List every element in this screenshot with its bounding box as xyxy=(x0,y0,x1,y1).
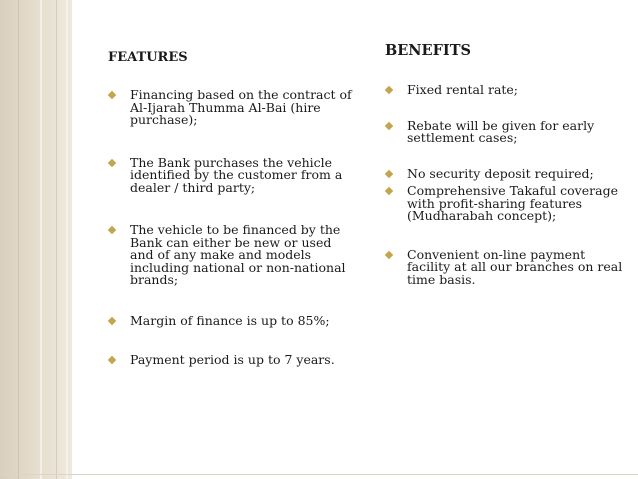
list-item xyxy=(385,117,625,145)
features-heading: FEATURES xyxy=(108,50,188,65)
band-stripe xyxy=(40,0,42,479)
diamond-bullet-icon xyxy=(108,356,116,364)
diamond-bullet-icon xyxy=(108,91,116,99)
diamond-bullet-icon xyxy=(108,158,116,166)
benefit-text: Rebate will be given for early settlement cases; xyxy=(407,117,595,145)
diamond-bullet-icon xyxy=(108,226,116,234)
list-item xyxy=(108,312,358,328)
feature-text: Financing based on the contract of Al-Ijarah Thumma Al-Bai (hire purchase); xyxy=(130,87,352,127)
band-stripe xyxy=(66,0,68,479)
list-item xyxy=(385,185,625,223)
list-item xyxy=(385,84,625,97)
feature-text: The Bank purchases the vehicle identified by the customer from a dealer / third party; xyxy=(130,154,343,195)
benefit-text: Comprehensive Takaful coverage with profit-sharing features (Mudharabah concept); xyxy=(407,183,618,223)
list-item xyxy=(108,154,358,195)
list-item xyxy=(108,354,358,367)
list-item xyxy=(385,246,625,287)
benefits-column xyxy=(385,43,625,286)
feature-text: The vehicle to be financed by the Bank can either be new or used and of any make and models including national or non-national brands; xyxy=(130,222,346,287)
band-stripe xyxy=(56,0,57,479)
benefit-text: Convenient on-line payment facility at all our branches on real time basis. xyxy=(407,246,623,287)
benefit-text: Fixed rental rate; xyxy=(407,82,519,97)
diamond-bullet-icon xyxy=(385,86,393,94)
diamond-bullet-icon xyxy=(385,121,393,129)
diamond-bullet-icon xyxy=(385,169,393,177)
benefit-text: No security deposit required; xyxy=(407,165,594,181)
feature-text: Payment period is up to 7 years. xyxy=(130,352,335,367)
diamond-bullet-icon xyxy=(108,316,116,324)
list-item xyxy=(385,165,625,181)
diamond-bullet-icon xyxy=(385,187,393,195)
benefits-heading: BENEFITS xyxy=(385,42,471,59)
decorative-side-band xyxy=(0,0,72,479)
diamond-bullet-icon xyxy=(385,250,393,258)
features-column xyxy=(108,50,358,367)
list-item xyxy=(108,89,358,127)
feature-text: Margin of finance is up to 85%; xyxy=(130,312,330,328)
band-stripe xyxy=(18,0,19,479)
list-item xyxy=(108,224,358,287)
footer-divider xyxy=(0,474,638,475)
features-list xyxy=(108,89,358,367)
benefits-list xyxy=(385,84,625,286)
